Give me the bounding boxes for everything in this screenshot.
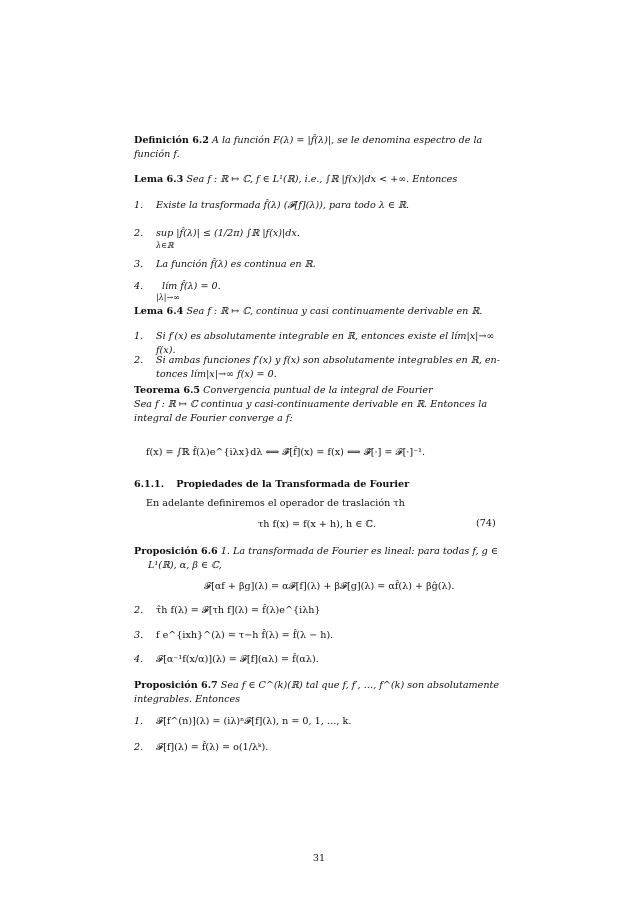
section-number: 6.1.1.	[134, 479, 165, 490]
definition-heading: Definición 6.2	[134, 135, 209, 146]
proposition-6-6	[134, 545, 506, 573]
proposition-item-1-cont: L¹(ℝ), α, β ∈ ℂ,	[148, 560, 222, 571]
lemma-6-3-item-2: 2. sup |f̂(λ)| ≤ (1/2π) ∫ℝ |f(x)|dx. λ∈ℝ	[134, 228, 300, 250]
theorem-text: Sea f : ℝ ↦ ℂ continua y casi-continuamente derivable en ℝ. Entonces la	[134, 399, 488, 410]
translation-formula: τh f(x) = f(x + h), h ∈ ℂ.	[258, 519, 377, 530]
theorem-6-5	[134, 384, 506, 426]
definition-text-cont: función f.	[134, 149, 180, 160]
proposition-6-7	[134, 679, 506, 707]
lemma-6-3-item-4: 4. lím f̂(λ) = 0. |λ|→∞	[134, 281, 221, 302]
lemma-heading: Lema 6.4	[134, 306, 184, 317]
theorem-text-cont: integral de Fourier converge a f:	[134, 413, 293, 424]
proposition-text: Sea f ∈ C^(k)(ℝ) tal que f, f′, …, f^(k) son absolutamente	[220, 680, 500, 691]
equation-number: (74)	[476, 518, 496, 529]
lemma-6-3	[134, 173, 506, 187]
section-intro: En adelante definiremos el operador de traslación τh	[146, 498, 405, 509]
document-page: Definición 6.2 A la función F(λ) = |f̂(λ)|, se le denomina espectro de la función f. Lema 6.3 Sea f : ℝ ↦ ℂ, f ∈ L¹(ℝ), i.e., ∫ℝ |f(x)|dx < +∞. Entonces 1. Existe la trasformada f̂(λ) (𝓕[f](λ)), para todo λ ∈ ℝ. 2. sup |f̂(λ)| ≤ (1/2π) ∫ℝ |f(x)|dx. λ∈ℝ 3. La función f̂(λ) es continua en ℝ. 4. lím f̂(λ) = 0. |λ|→∞ Lema 6.4 Sea f : ℝ ↦ ℂ, continua y casi continuamente derivable en ℝ. 1. Si f′(x) es absolutamente integrable en ℝ, entonces existe el lím|x|→∞ f(x). 2. Si ambas funciones f′(x) y f(x) son absolutamente integrables en ℝ, en- tonces lím|x|→∞ f(x) = 0. Teorema 6.5 Convergencia puntual de la integral de Fourier Sea f : ℝ ↦ ℂ continua y casi-continuamente derivable en ℝ. Entonces la integral de Fourier converge a f: f(x) = ∫ℝ f̂(λ)e^{iλx}dλ ⟺ 𝓕̄[f̂](x) = f(x) ⟺ 𝓕̄[·] = 𝓕[·]⁻¹. 6.1.1. Propiedades de la Transformada de Fourier En adelante definiremos el operador de traslación τh τh f(x) = f(x + h), h ∈ ℂ. (74) Proposición 6.6 1. La transformada de Fourier es lineal: para todas f, g ∈ L¹(ℝ), α, β ∈ ℂ, 𝓕[αf + βg](λ) = α𝓕[f](λ) + β𝓕[g](λ) = αf̂(λ) + βĝ(λ). 2. τ̂h f(λ) = 𝓕[τh f](λ) = f̂(λ)e^{iλh} 3. f e^{ixh}^(λ) = τ−h f̂(λ) = f̂(λ − h). 4. 𝓕[α⁻¹f(x/α)](λ) = 𝓕[f](αλ) = f̂(αλ). Proposición 6.7 Sea f ∈ C^(k)(ℝ) tal que f, f′, …, f^(k) son absolutamente integrables. Entonces 1. 𝓕[f^(n)](λ) = (iλ)ⁿ𝓕[f](λ), n = 0, 1, …, k. 2. 𝓕[f](λ) = f̂(λ) = o(1/λᵏ). 31	[0, 0, 638, 903]
section-title: Propiedades de la Transformada de Fourier	[176, 479, 410, 490]
definition-6-2	[134, 134, 506, 162]
proposition-item-1: 1. La transformada de Fourier es lineal: para todas f, g ∈	[220, 546, 498, 557]
theorem-heading: Teorema 6.5	[134, 385, 201, 396]
lemma-intro: Sea f : ℝ ↦ ℂ, continua y casi continuamente derivable en ℝ.	[186, 306, 483, 317]
lemma-intro: Sea f : ℝ ↦ ℂ, f ∈ L¹(ℝ), i.e., ∫ℝ |f(x)|dx < +∞. Entonces	[186, 174, 458, 185]
section-heading	[134, 478, 506, 492]
proposition-text-cont: integrables. Entonces	[134, 694, 241, 705]
lemma-6-4-item-2: 2. Si ambas funciones f′(x) y f(x) son absolutamente integrables en ℝ, en- tonces lím|x|→∞ f(x) = 0.	[134, 355, 500, 380]
theorem-formula: f(x) = ∫ℝ f̂(λ)e^{iλx}dλ ⟺ 𝓕̄[f̂](x) = f(x) ⟺ 𝓕̄[·] = 𝓕[·]⁻¹.	[146, 447, 426, 458]
linearity-formula: 𝓕[αf + βg](λ) = α𝓕[f](λ) + β𝓕[g](λ) = αf̂(λ) + βĝ(λ).	[204, 581, 455, 592]
proposition-heading: Proposición 6.7	[134, 680, 218, 691]
theorem-title: Convergencia puntual de la integral de Fourier	[203, 385, 433, 396]
definition-text: A la función F(λ) = |f̂(λ)|, se le denomina espectro de la	[211, 135, 483, 146]
proposition-heading: Proposición 6.6	[134, 546, 218, 557]
lemma-6-4	[134, 305, 506, 319]
lemma-heading: Lema 6.3	[134, 174, 184, 185]
page-number: 31	[312, 853, 326, 864]
